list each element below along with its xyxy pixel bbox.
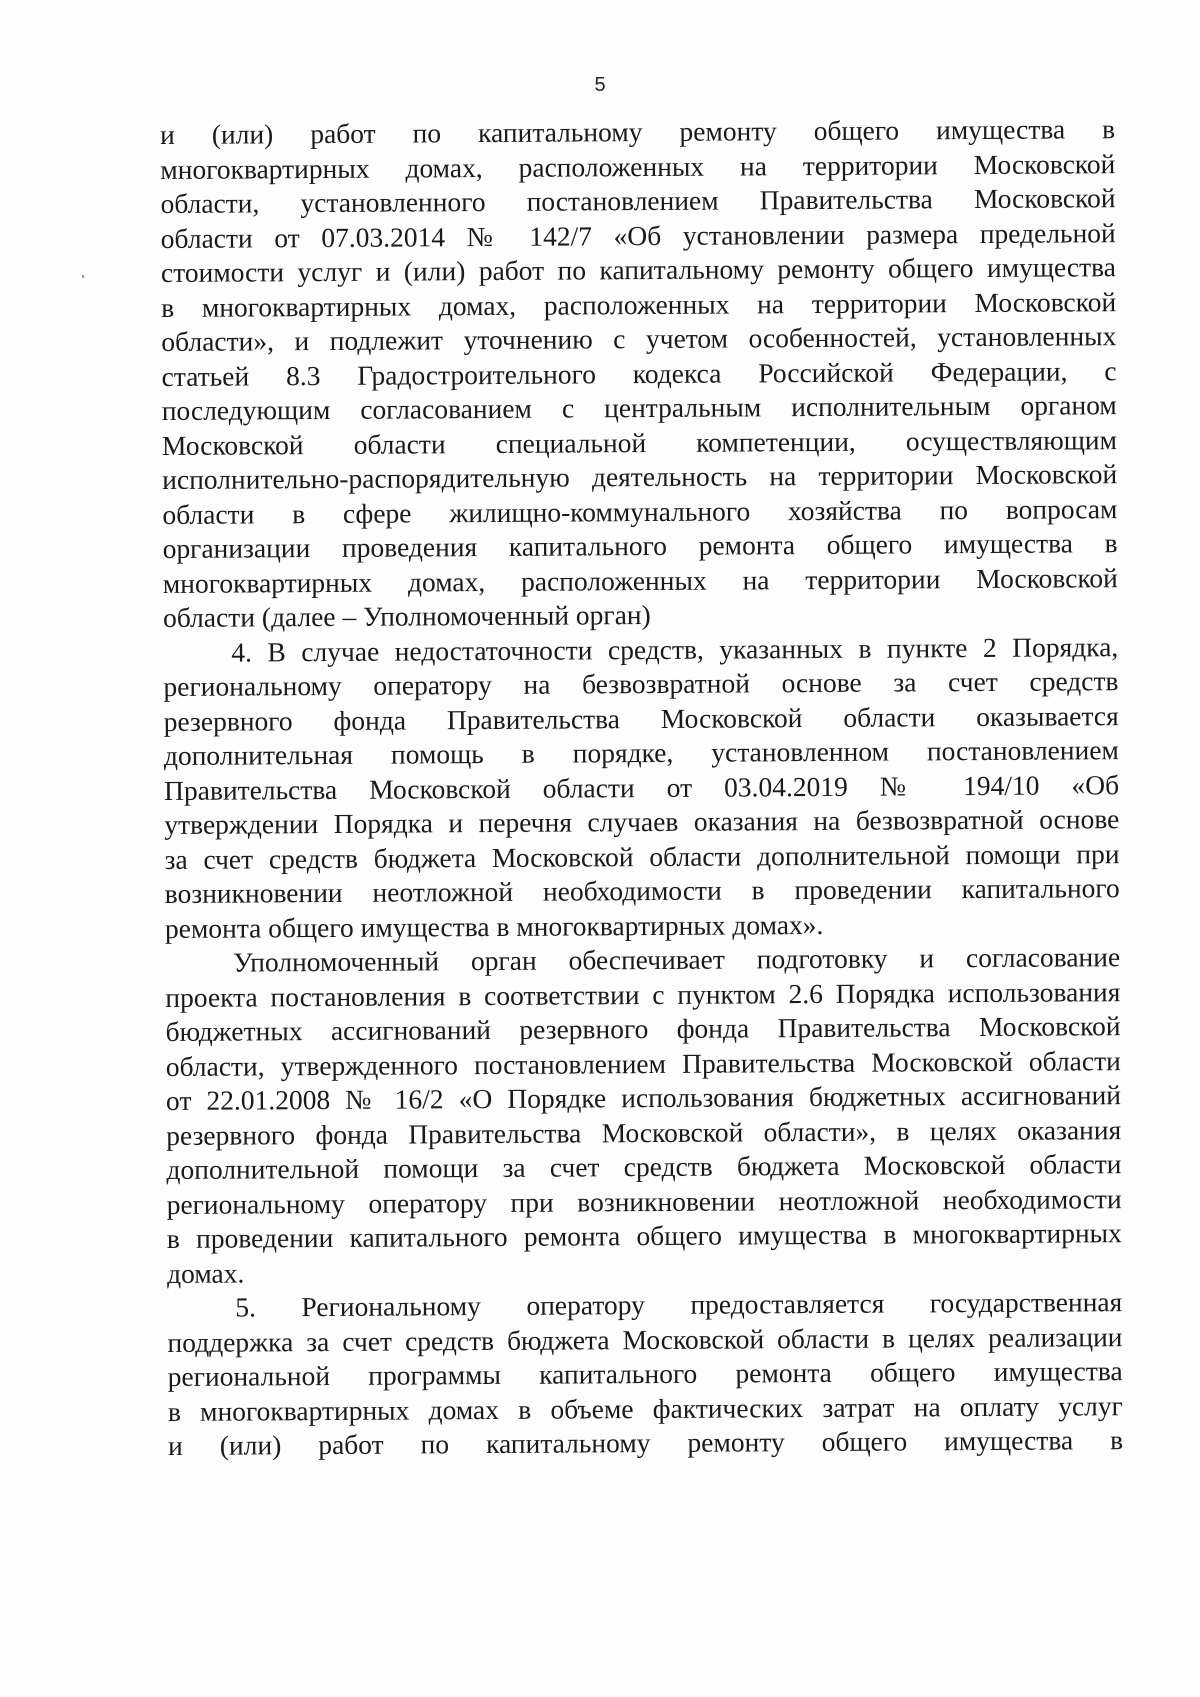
text-line: в многоквартирных домах в объеме фактических затрат на оплату услуг [167,1389,1123,1427]
text-line: утверждении Порядка и перечня случаев оказания на безвозвратной основе [164,803,1120,840]
paragraph-5-first-line: 5. Региональному оператору предоставляется государственная [235,1286,1123,1323]
paragraph-4-first-line: 4. В случае недостаточности средств, указанных в пункте 2 Порядка, [231,630,1119,668]
text-line: возникновении неотложной необходимости в проведении капитального [164,872,1120,909]
text-line: проекта постановления в соответствии с пунктом 2.6 Порядка использования [165,975,1121,1013]
text-line: дополнительной помощи за счет средств бюджета Московской области [166,1148,1122,1185]
document-body [160,112,1123,1463]
text-line: региональному оператору на безвозвратной основе за счет средств [163,665,1119,702]
text-line: последующим согласованием с центральным исполнительным органом [161,389,1117,426]
text-line: стоимости услуг и (или) работ по капитальному ремонту общего имущества [160,251,1117,288]
text-line: от 22.01.2008 № 16/2 «О Порядке использования бюджетных ассигнований [165,1079,1122,1116]
text-line: многоквартирных домах, расположенных на территории Московской [162,561,1118,599]
scan-speck [82,275,84,278]
text-line: региональной программы капитального ремонта общего имущества [167,1355,1123,1392]
text-line: Московской области специальной компетенции, осуществляющим [161,423,1118,461]
text-line: за счет средств бюджета Московской области дополнительной помощи при [164,837,1120,875]
text-line: ремонта общего имущества в многоквартирных домах». [164,908,824,944]
text-line: области, установленного постановлением Правительства Московской [160,182,1116,219]
text-line: Правительства Московской области от 03.04.2019 № 194/10 «Об [164,768,1120,806]
text-line: и (или) работ по капитальному ремонту общего имущества в [160,113,1116,150]
text-line: резервного фонда Правительства Московской области оказывается [163,699,1119,737]
text-line: в многоквартирных домах, расположенных на территории Московской [161,285,1117,323]
text-line: области (далее – Уполномоченный орган) [162,599,651,633]
text-line: бюджетных ассигнований резервного фонда Правительства Московской [165,1010,1121,1047]
text-line: в проведении капитального ремонта общего имущества в многоквартирных [166,1217,1122,1254]
text-line: и (или) работ по капитальному ремонту общего имущества в [168,1424,1124,1461]
text-line: области», и подлежит уточнению с учетом особенностей, установленных [161,320,1117,357]
text-line: области в сфере жилищно-коммунального хозяйства по вопросам [162,492,1118,530]
text-line: резервного фонда Правительства Московской области», в целях оказания [166,1113,1122,1151]
text-line: области от 07.03.2014 № 142/7 «Об установлении размера предельной [160,216,1116,254]
text-line: исполнительно-распорядительную деятельность на территории Московской [162,458,1118,495]
text-line: многоквартирных домах, расположенных на территории Московской [160,147,1116,185]
text-line: дополнительная помощь в порядке, установленном постановлением [163,734,1119,771]
text-line: статьей 8.3 Градостроительного кодекса Российской Федерации, с [161,354,1117,392]
text-line: организации проведения капитального ремонта общего имущества в [162,527,1118,564]
paragraph-first-line: Уполномоченный орган обеспечивает подготовку и согласование [233,941,1121,978]
text-line: области, утвержденного постановлением Правительства Московской области [165,1044,1121,1082]
text-line: поддержка за счет средств бюджета Московской области в целях реализации [167,1320,1123,1358]
text-line: региональному оператору при возникновении неотложной необходимости [166,1182,1122,1220]
page-number: 5 [594,74,606,96]
text-line: домах. [166,1257,245,1289]
